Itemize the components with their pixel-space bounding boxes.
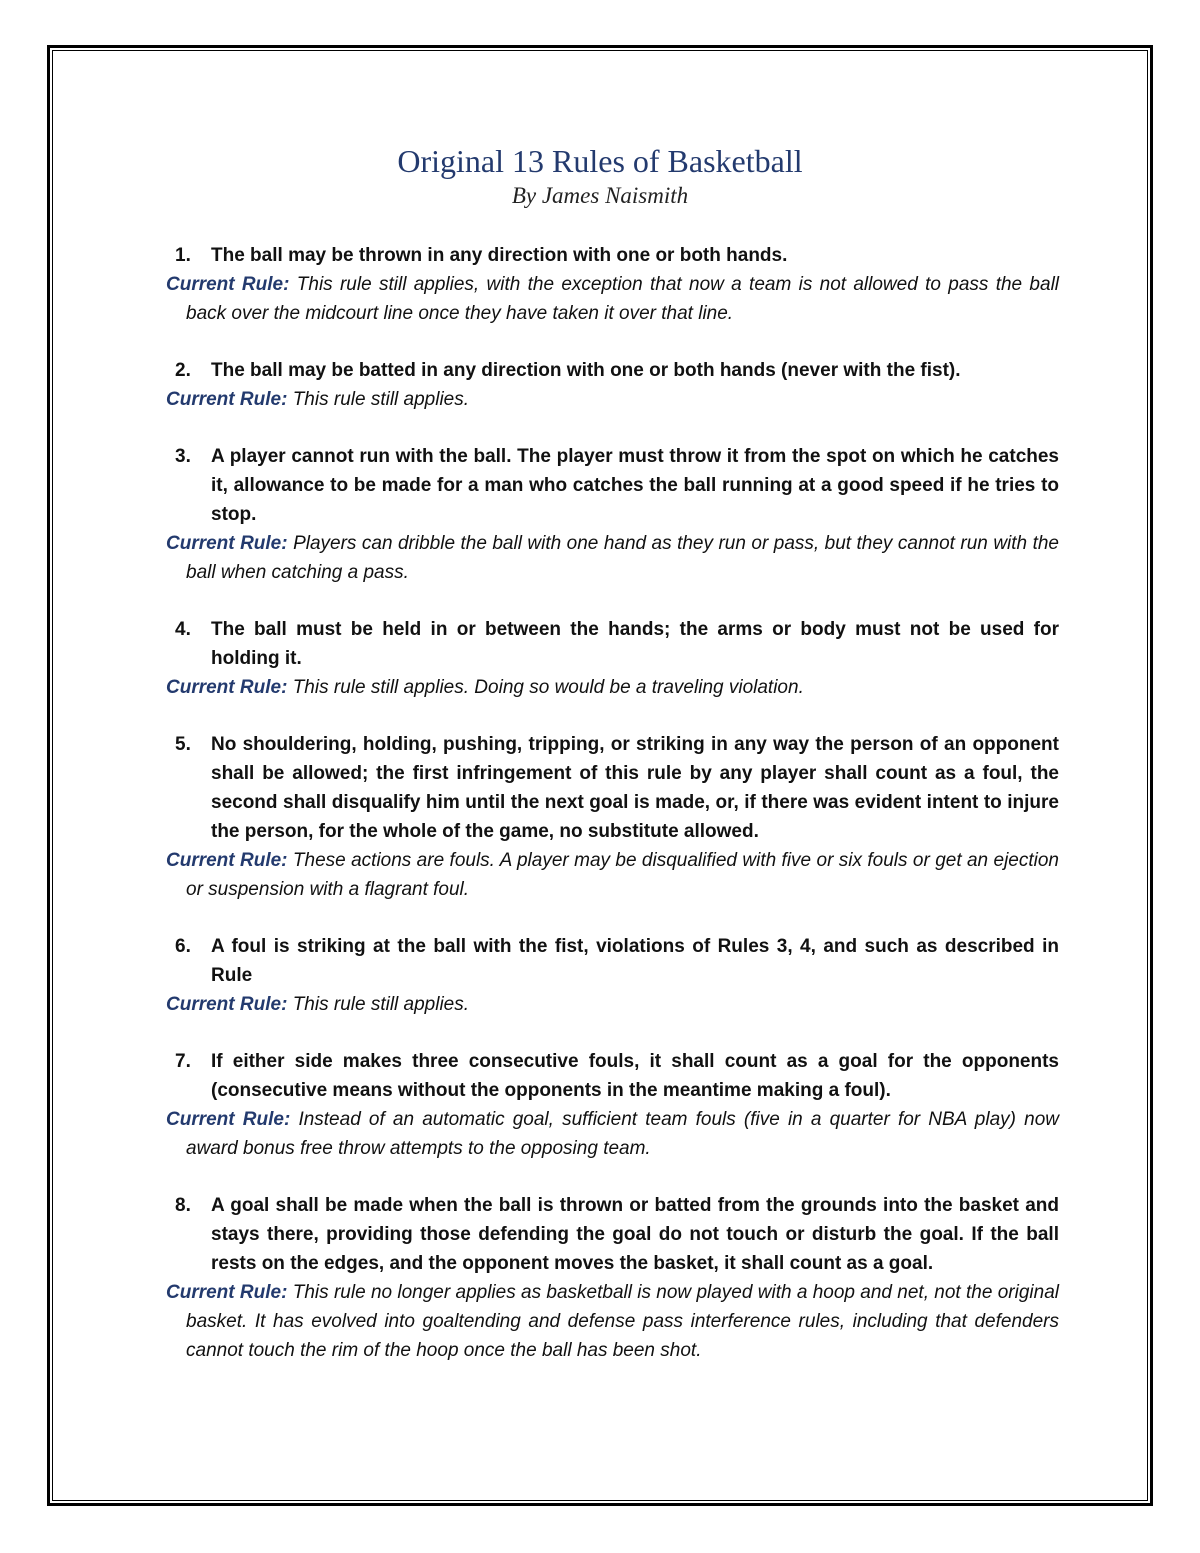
current-rule bbox=[166, 846, 1059, 904]
rule-item bbox=[166, 1047, 1059, 1163]
current-rule-label: Current Rule: bbox=[166, 850, 288, 871]
rule-text bbox=[166, 615, 1059, 673]
rule-number: 8. bbox=[175, 1195, 191, 1216]
rule-body: No shouldering, holding, pushing, tripping, or striking in any way the person of an opponent shall be allowed; the first infringement of this rule by any player shall count as a foul, the second shall disqualify him until the next goal is made, or, if there was evident intent to injure the person, for the whole of the game, no substitute allowed. bbox=[211, 734, 1059, 842]
rule-text bbox=[166, 1191, 1059, 1278]
rule-body: The ball may be batted in any direction with one or both hands (never with the fist). bbox=[211, 360, 961, 381]
current-rule-text: These actions are fouls. A player may be disqualified with five or six fouls or get an ejection or suspension with a flagrant foul. bbox=[186, 850, 1059, 900]
rule-body: A foul is striking at the ball with the fist, violations of Rules 3, 4, and such as described in Rule bbox=[211, 936, 1059, 986]
rule-item bbox=[166, 1191, 1059, 1365]
rule-body: The ball may be thrown in any direction with one or both hands. bbox=[211, 245, 788, 266]
current-rule-text: This rule still applies. Doing so would be a traveling violation. bbox=[292, 677, 804, 698]
rule-body: A player cannot run with the ball. The player must throw it from the spot on which he catches it, allowance to be made for a man who catches the ball running at a good speed if he tries to stop. bbox=[211, 446, 1059, 525]
current-rule bbox=[166, 1105, 1059, 1163]
current-rule-label: Current Rule: bbox=[166, 274, 290, 295]
current-rule-label: Current Rule: bbox=[166, 1282, 288, 1303]
rule-body: If either side makes three consecutive fouls, it shall count as a goal for the opponents (consecutive means without the opponents in the meantime making a foul). bbox=[211, 1051, 1059, 1101]
rule-text bbox=[166, 241, 1059, 270]
rule-number: 5. bbox=[175, 734, 191, 755]
current-rule-label: Current Rule: bbox=[166, 1109, 291, 1130]
rules-list bbox=[166, 241, 1059, 1393]
current-rule-text: This rule no longer applies as basketball is now played with a hoop and net, not the original basket. It has evolved into goaltending and defense pass interference rules, including that defenders cannot touch the rim of the hoop once the ball has been shot. bbox=[186, 1282, 1060, 1361]
rule-number: 7. bbox=[175, 1051, 191, 1072]
rule-number: 3. bbox=[175, 446, 191, 467]
rule-text bbox=[166, 1047, 1059, 1105]
current-rule-text: This rule still applies. bbox=[292, 994, 470, 1015]
document-author: By James Naismith bbox=[511, 183, 689, 208]
current-rule-text: Players can dribble the ball with one hand as they run or pass, but they cannot run with the ball when catching a pass. bbox=[186, 533, 1059, 583]
rule-item bbox=[166, 241, 1059, 328]
rule-number: 4. bbox=[175, 619, 191, 640]
current-rule-text: This rule still applies, with the exception that now a team is not allowed to pass the ball back over the midcourt line once they have taken it over that line. bbox=[186, 274, 1060, 324]
rule-body: A goal shall be made when the ball is thrown or batted from the grounds into the basket and stays there, providing those defending the goal do not touch or disturb the goal. If the ball rests on the edges, and the opponent moves the basket, it shall count as a goal. bbox=[211, 1195, 1059, 1274]
current-rule bbox=[166, 673, 1059, 702]
rule-body: The ball must be held in or between the hands; the arms or body must not be used for holding it. bbox=[211, 619, 1059, 669]
document-title: Original 13 Rules of Basketball bbox=[397, 143, 803, 179]
rule-text bbox=[166, 442, 1059, 529]
current-rule-label: Current Rule: bbox=[166, 994, 288, 1015]
rule-number: 1. bbox=[175, 245, 191, 266]
current-rule-label: Current Rule: bbox=[166, 533, 288, 554]
current-rule bbox=[166, 270, 1059, 328]
current-rule bbox=[166, 385, 1059, 414]
current-rule-text: Instead of an automatic goal, sufficient team fouls (five in a quarter for NBA play) now award bonus free throw attempts to the opposing team. bbox=[186, 1109, 1059, 1159]
rule-item bbox=[166, 442, 1059, 587]
current-rule bbox=[166, 1278, 1059, 1365]
rule-item bbox=[166, 356, 1059, 414]
current-rule bbox=[166, 990, 1059, 1019]
current-rule bbox=[166, 529, 1059, 587]
current-rule-text: This rule still applies. bbox=[292, 389, 470, 410]
rule-text bbox=[166, 932, 1059, 990]
rule-item bbox=[166, 730, 1059, 904]
current-rule-label: Current Rule: bbox=[166, 677, 288, 698]
current-rule-label: Current Rule: bbox=[166, 389, 288, 410]
rule-item bbox=[166, 932, 1059, 1019]
rule-text bbox=[166, 730, 1059, 846]
rule-number: 2. bbox=[175, 360, 191, 381]
document-header bbox=[0, 141, 1200, 211]
rule-text bbox=[166, 356, 1059, 385]
rule-item bbox=[166, 615, 1059, 702]
rule-number: 6. bbox=[175, 936, 191, 957]
